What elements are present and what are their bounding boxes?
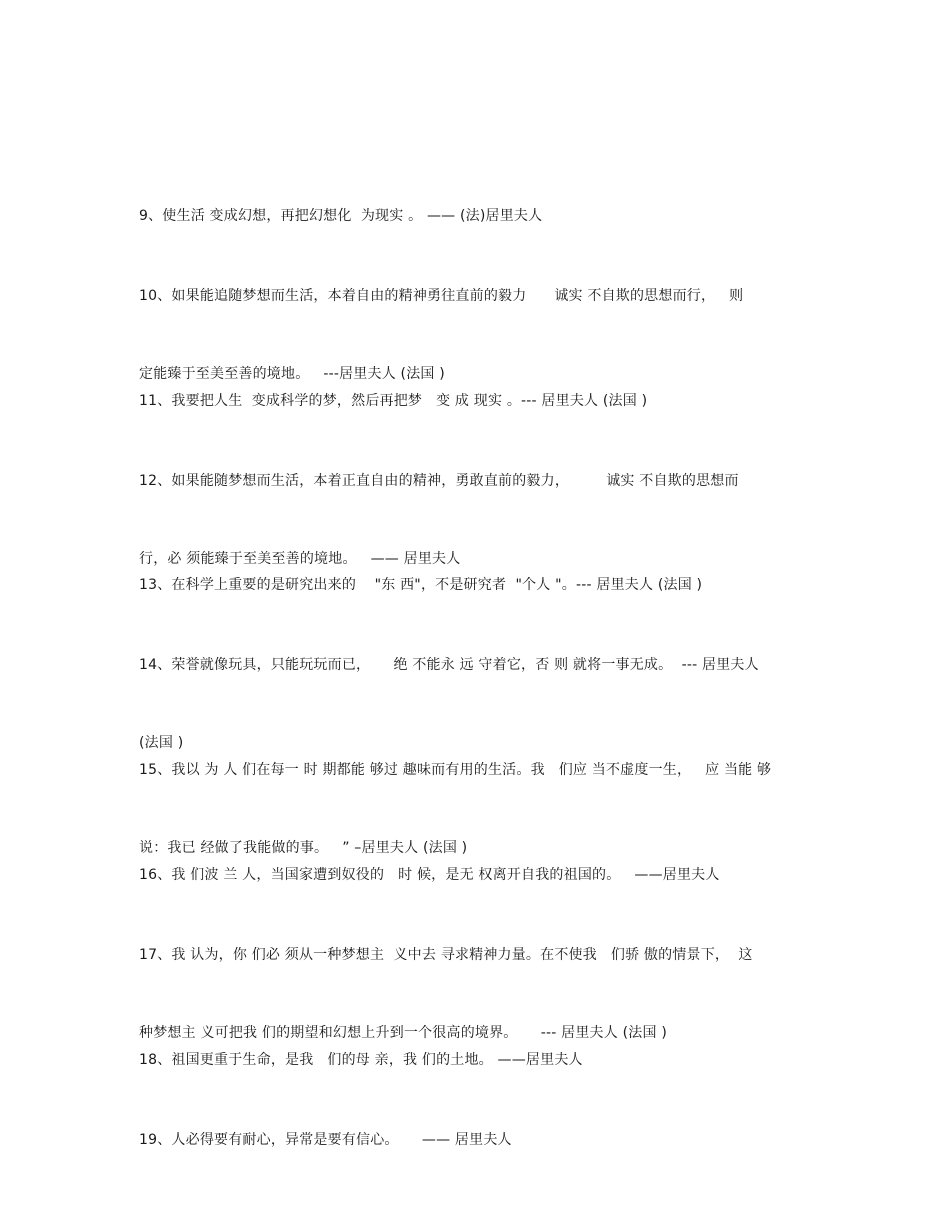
quote-line: 14、荣誉就像玩具，只能玩玩而已， 绝 不能永 远 守着它，否 则 就将一事无成。 --- 居里夫人 (139, 657, 759, 673)
quote-line: 定能臻于至美至善的境地。 ---居里夫人 (法国 ) (139, 366, 445, 382)
quote-line: 11、我要把人生 变成科学的梦，然后再把梦 变 成 现实 。--- 居里夫人 (法国 ) (139, 393, 648, 409)
quote-line: (法国 ) (139, 735, 184, 751)
quote-line: 9、使生活 变成幻想，再把幻想化 为现实 。 —— (法)居里夫人 (139, 208, 543, 224)
quote-line: 说：我已 经做了我能做的事。 ” –居里夫人 (法国 ) (139, 840, 468, 856)
quote-line: 15、我以 为 人 们在每一 时 期都能 够过 趣味而有用的生活。我 们应 当不虚度一生， 应 当能 够 (139, 762, 772, 778)
quote-line: 行，必 须能臻于至美至善的境地。 —— 居里夫人 (139, 551, 461, 567)
quote-19 (139, 1075, 811, 1205)
quote-line: 18、祖国更重于生命，是我 们的母 亲，我 们的土地。 ——居里夫人 (139, 1052, 583, 1068)
quote-line: 17、我 认为，你 们必 须从一种梦想主 义中去 寻求精神力量。在不使我 们骄 傲的情景下， 这 (139, 947, 753, 963)
quote-line: 12、如果能随梦想而生活，本着正直自由的精神，勇敢直前的毅力， 诚实 不自欺的思想而 (139, 473, 739, 489)
quote-line: 种梦想主 义可把我 们的期望和幻想上升到一个很高的境界。 --- 居里夫人 (法国 ) (139, 1025, 667, 1041)
quote-line: 16、我 们波 兰 人，当国家遭到奴役的 时 候，是无 权离开自我的祖国的。 ——居里夫人 (139, 867, 720, 883)
quote-line: 10、如果能追随梦想而生活，本着自由的精神勇往直前的毅力 诚实 不自欺的思想而行， 则 (139, 288, 744, 304)
quote-line: 19、人必得要有耐心，异常是要有信心。 —— 居里夫人 (139, 1132, 512, 1148)
quote-line: 13、在科学上重要的是研究出来的 "东 西"，不是研究者 "个人 "。--- 居里夫人 (法国 ) (139, 577, 703, 593)
